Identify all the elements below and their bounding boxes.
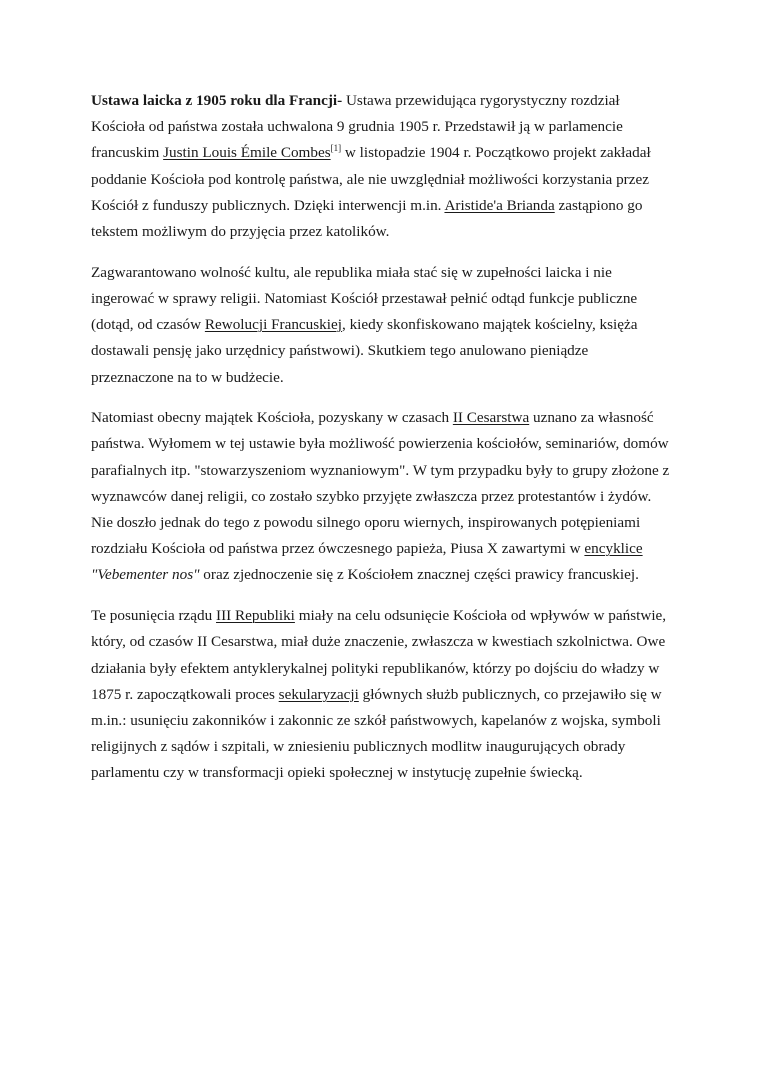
link-combes[interactable]: Justin Louis Émile Combes (163, 144, 331, 162)
paragraph-3 (91, 405, 671, 588)
paragraph-4 (91, 603, 671, 786)
paragraph-text: Te posunięcia rządu (91, 607, 217, 625)
paragraph-text: uznano za własność państwa. Wyłomem w tej ustawie była możliwość powierzenia kościołów, seminariów, domów parafialnych itp. "stowarzyszeniom wyznaniowym". W tym przypadku były to grupy złożone z wyznawców danej religii, co zostało szybko przyjęte zwłaszcza przez protestantów i żydów. Nie doszło jednak do tego z powodu silnego oporu wiernych, inspirowanych potępieniami rozdziału Kościoła od państwa przez ówczesnego papieża, Piusa X zawartymi w (91, 409, 670, 558)
link-secularization[interactable]: sekularyzacji (278, 685, 359, 703)
link-french-revolution[interactable]: Rewolucji Francuskiej (204, 316, 342, 334)
paragraph-text: , kiedy skonfiskowano majątek kościelny, księża dostawali pensję jako urzędnicy państwowi). Skutkiem tego anulowano pieniądze przeznaczone na to w budżecie. (91, 316, 638, 386)
paragraph-text: w listopadzie 1904 r. Początkowo projekt zakładał poddanie Kościoła pod kontrolę państwa, ale nie uwzględniał możliwości korzystania przez Kościół z funduszy publicznych. Dzięki interwencji m.in. (91, 144, 651, 214)
paragraph-2 (91, 260, 671, 391)
paragraph-text: Zagwarantowano wolność kultu, ale republika miała stać się w zupełności laicka i nie ingerować w sprawy religii. Natomiast Kościół przestawał pełnić odtąd funkcje publiczne (dotąd, od czasów (91, 263, 638, 334)
paragraph-text: zastąpiono go tekstem możliwym do przyjęcia przez katolików. (91, 196, 643, 241)
encyclical-title: "Vebementer nos" (91, 566, 200, 584)
paragraph-title: Ustawa laicka z 1905 roku dla Francji- (91, 92, 343, 109)
paragraph-text: miały na celu odsunięcie Kościoła od wpływów w państwie, który, od czasów II Cesarstwa, miał duże znaczenie, zwłaszcza w kwestiach szkolnictwa. Owe działania były efektem antyklerykalnej polityki republikanów, którzy po dojściu do władzy w 1875 r. zapoczątkowali proces (91, 607, 667, 703)
paragraph-text: Natomiast obecny majątek Kościoła, pozyskany w czasach (91, 409, 453, 427)
paragraph-text: głównych służb publicznych, co przejawiło się w m.in.: usunięciu zakonników i zakonnic ze szkół państwowych, kapelanów z wojska, symboli religijnych z sądów i szpitali, w zniesieniu publicznych modlitw inaugurujących obrady parlamentu czy w transformacji opieki społecznej w instytucję zupełnie świecką. (91, 685, 662, 782)
link-second-empire[interactable]: II Cesarstwa (452, 409, 530, 427)
paragraph-1 (91, 88, 671, 245)
link-third-republic[interactable]: III Republiki (216, 607, 295, 625)
document-body (91, 88, 671, 801)
paragraph-text: Ustawa przewidująca rygorystyczny rozdział Kościoła od państwa została uchwalona 9 grudnia 1905 r. Przedstawił ją w parlamencie francuskim (91, 92, 623, 162)
link-encyclical[interactable]: encyklice (584, 540, 643, 558)
paragraph-text: oraz zjednoczenie się z Kościołem znacznej części prawicy francuskiej. (199, 566, 639, 584)
footnote-ref[interactable]: [1] (330, 143, 342, 154)
link-briand[interactable]: Aristide'a Brianda (444, 196, 555, 214)
